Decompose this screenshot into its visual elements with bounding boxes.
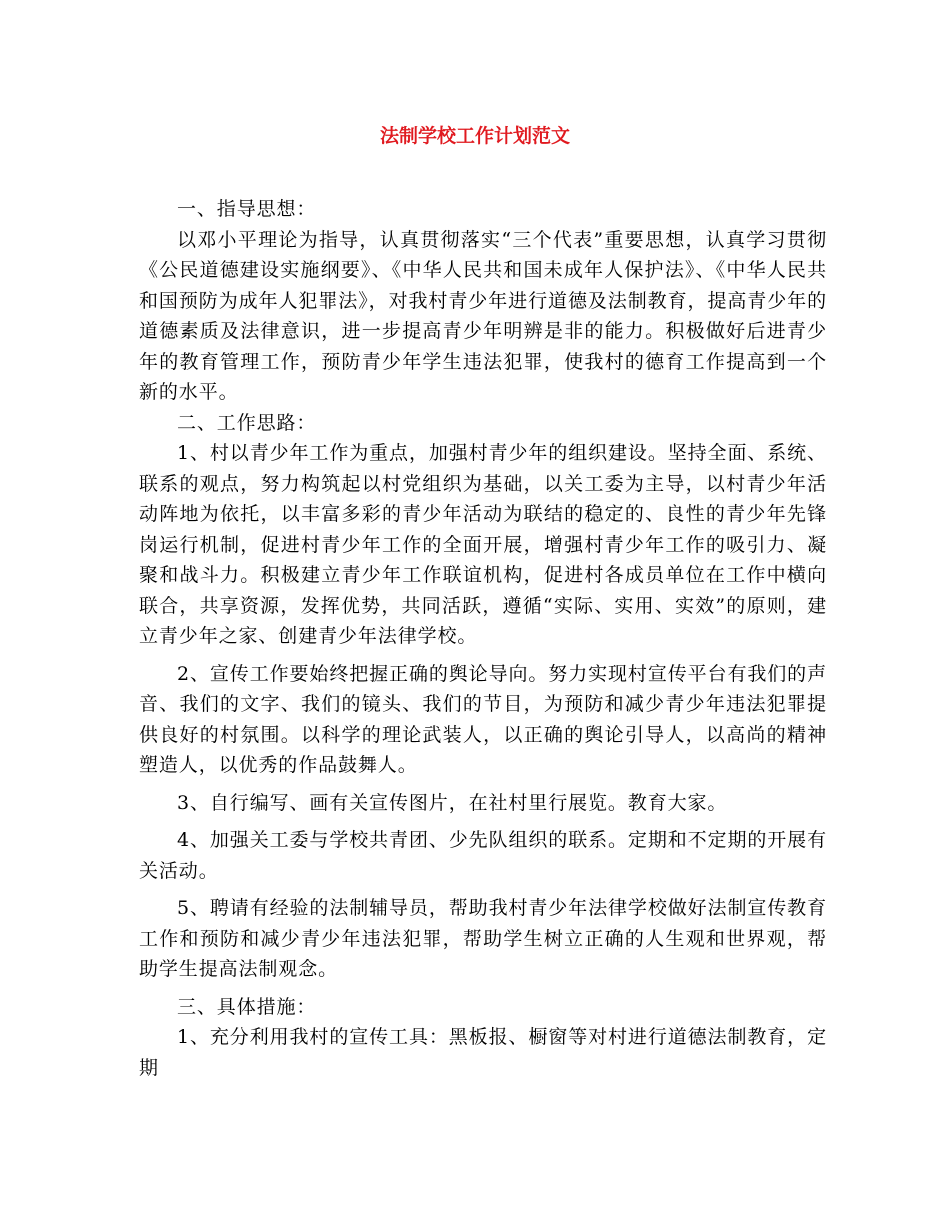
paragraph: 以邓小平理论为指导，认真贯彻落实“三个代表”重要思想，认真学习贯彻《公民道德建设实施纲要》、《中华人民共和国未成年人保护法》、《中华人民共和国预防为成年人犯罪法》，对我村青少年进行道德及法制教育，提高青少年的道德素质及法律意识，进一步提高青少年明辨是非的能力。积极做好后进青少年的教育管理工作，预防青少年学生违法犯罪，使我村的德育工作提高到一个新的水平。: [139, 228, 827, 403]
paragraph: 4、加强关工委与学校共青团、少先队组织的联系。定期和不定期的开展有关活动。: [139, 829, 827, 882]
paragraph: 2、宣传工作要始终把握正确的舆论导向。努力实现村宣传平台有我们的声音、我们的文字、我们的镜头、我们的节目，为预防和减少青少年违法犯罪提供良好的村氛围。以科学的理论武装人，以正确的舆论引导人，以高尚的精神塑造人，以优秀的作品鼓舞人。: [139, 662, 827, 776]
paragraph: 5、聘请有经验的法制辅导员，帮助我村青少年法律学校做好法制宣传教育工作和预防和减少青少年违法犯罪，帮助学生树立正确的人生观和世界观，帮助学生提高法制观念。: [139, 897, 827, 980]
section-heading-guiding-ideology: 一、指导思想：: [177, 198, 317, 220]
paragraph: 3、自行编写、画有关宣传图片，在社村里行展览。教育大家。: [177, 791, 728, 814]
paragraph: 1、充分利用我村的宣传工具：黑板报、橱窗等对村进行道德法制教育，定期: [139, 1026, 827, 1079]
document-title: 法制学校工作计划范文: [379, 125, 570, 147]
paragraph: 1、村以青少年工作为重点，加强村青少年的组织建设。坚持全面、系统、联系的观点，努力构筑起以村党组织为基础，以关工委为主导，以村青少年活动阵地为依托，以丰富多彩的青少年活动为联结的稳定的、良性的青少年先锋岗运行机制，促进村青少年工作的全面开展，增强村青少年工作的吸引力、凝聚和战斗力。积极建立青少年工作联谊机构，促进村各成员单位在工作中横向联合，共享资源，发挥优势，共同活跃，遵循“实际、实用、实效”的原则，建立青少年之家、创建青少年法律学校。: [139, 442, 827, 647]
section-heading-specific-measures: 三、具体措施：: [177, 995, 317, 1018]
section-heading-work-approach: 二、工作思路：: [177, 411, 317, 434]
document-body: [139, 194, 827, 1083]
